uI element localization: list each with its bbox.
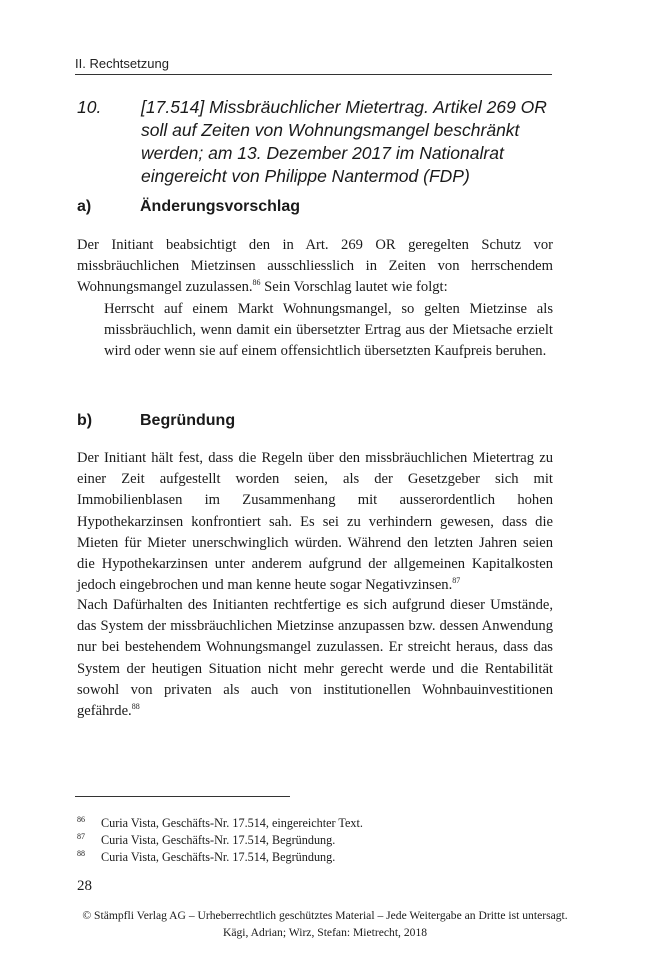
footnote-number: 86 xyxy=(77,815,85,824)
footnote-text: Curia Vista, Geschäfts-Nr. 17.514, Begründung. xyxy=(101,833,336,847)
section-number: 10. xyxy=(77,97,102,117)
subsection-a-title: Änderungsvorschlag xyxy=(140,198,301,215)
subsection-a-letter: a) xyxy=(77,198,92,215)
copyright-line: © Stämpfli Verlag AG – Urheberrechtlich geschütztes Material – Jede Weitergabe an Dritte ist untersagt. xyxy=(82,909,568,922)
footnote-ref-88: 88 xyxy=(131,702,140,712)
quoted-proposal: Herrscht auf einem Markt Wohnungsmangel, so gelten Mietzinse als missbräuchlich, wenn damit ein übersetzter Ertrag aus der Mietsache erzielt wird oder wenn sie auf einem offensichtlich übersetzten Kaufpreis beruhen. xyxy=(104,301,553,360)
footnote-text: Curia Vista, Geschäfts-Nr. 17.514, eingereichter Text. xyxy=(101,816,363,830)
paragraph-justification-2 xyxy=(77,595,553,722)
footnote-ref-86: 86 xyxy=(252,278,261,288)
running-head: II. Rechtsetzung xyxy=(75,56,169,71)
paragraph-justification-2-text: Nach Dafürhalten des Initianten rechtfertige es sich aufgrund dieser Umstände, das System der missbräuchlichen Mietzinse anzupassen bzw. dessen Anwendung nur bei bestehendem Wohnungsmangel zuzulassen. Er streicht heraus, dass das System der heutigen Situation nicht mehr gerecht werde und die Rentabilität sowohl von privaten als auch von institutionellen Wohnbauinvestitionen gefährde. xyxy=(77,597,553,720)
subsection-b-letter: b) xyxy=(77,412,93,429)
paragraph-proposal-tail: Sein Vorschlag lautet wie folgt: xyxy=(260,279,448,296)
footnote-divider xyxy=(75,796,290,797)
section-title: [17.514] Missbräuchlicher Mietertrag. Artikel 269 OR soll auf Zeiten von Wohnungsmangel beschränkt werden; am 13. Dezember 2017 im Nationalrat eingereicht von Philippe Nantermod (FDP) xyxy=(141,97,547,186)
footnote-text: Curia Vista, Geschäfts-Nr. 17.514, Begründung. xyxy=(101,850,336,864)
paragraph-justification-1 xyxy=(77,448,553,596)
paragraph-proposal-text: Der Initiant beabsichtigt den in Art. 269 OR geregelten Schutz vor missbräuchlichen Mietzinsen ausschliesslich in Zeiten von herrschendem Wohnungsmangel zuzulassen. xyxy=(77,237,553,296)
subsection-b-title: Begründung xyxy=(140,412,236,429)
page-number: 28 xyxy=(77,878,92,894)
copyright-notice xyxy=(0,907,650,941)
header-divider xyxy=(75,74,552,75)
footnote-number: 87 xyxy=(77,832,85,841)
paragraph-proposal xyxy=(77,235,553,299)
footnote-ref-87: 87 xyxy=(452,576,461,586)
footnote-number: 88 xyxy=(77,849,85,858)
source-citation: Kägi, Adrian; Wirz, Stefan: Mietrecht, 2018 xyxy=(222,926,428,939)
paragraph-justification-1-text: Der Initiant hält fest, dass die Regeln über den missbräuchlichen Mietertrag zu einer Zeit aufgestellt worden seien, als der Gesetzgeber sich mit Immobilienblasen im Zusammenhang mit ausserordentlich hohen Hypothekarzinsen konfrontiert sah. Es sei zu verhindern gewesen, dass die Mieten für Mieter unerschwinglich würden. Während den letzten Jahren seien die Hypothekarzinsen unter anderem aufgrund der allgemeinen Kapitalkosten jedoch eingebrochen und man kenne heute sogar Negativzinsen. xyxy=(77,450,553,594)
